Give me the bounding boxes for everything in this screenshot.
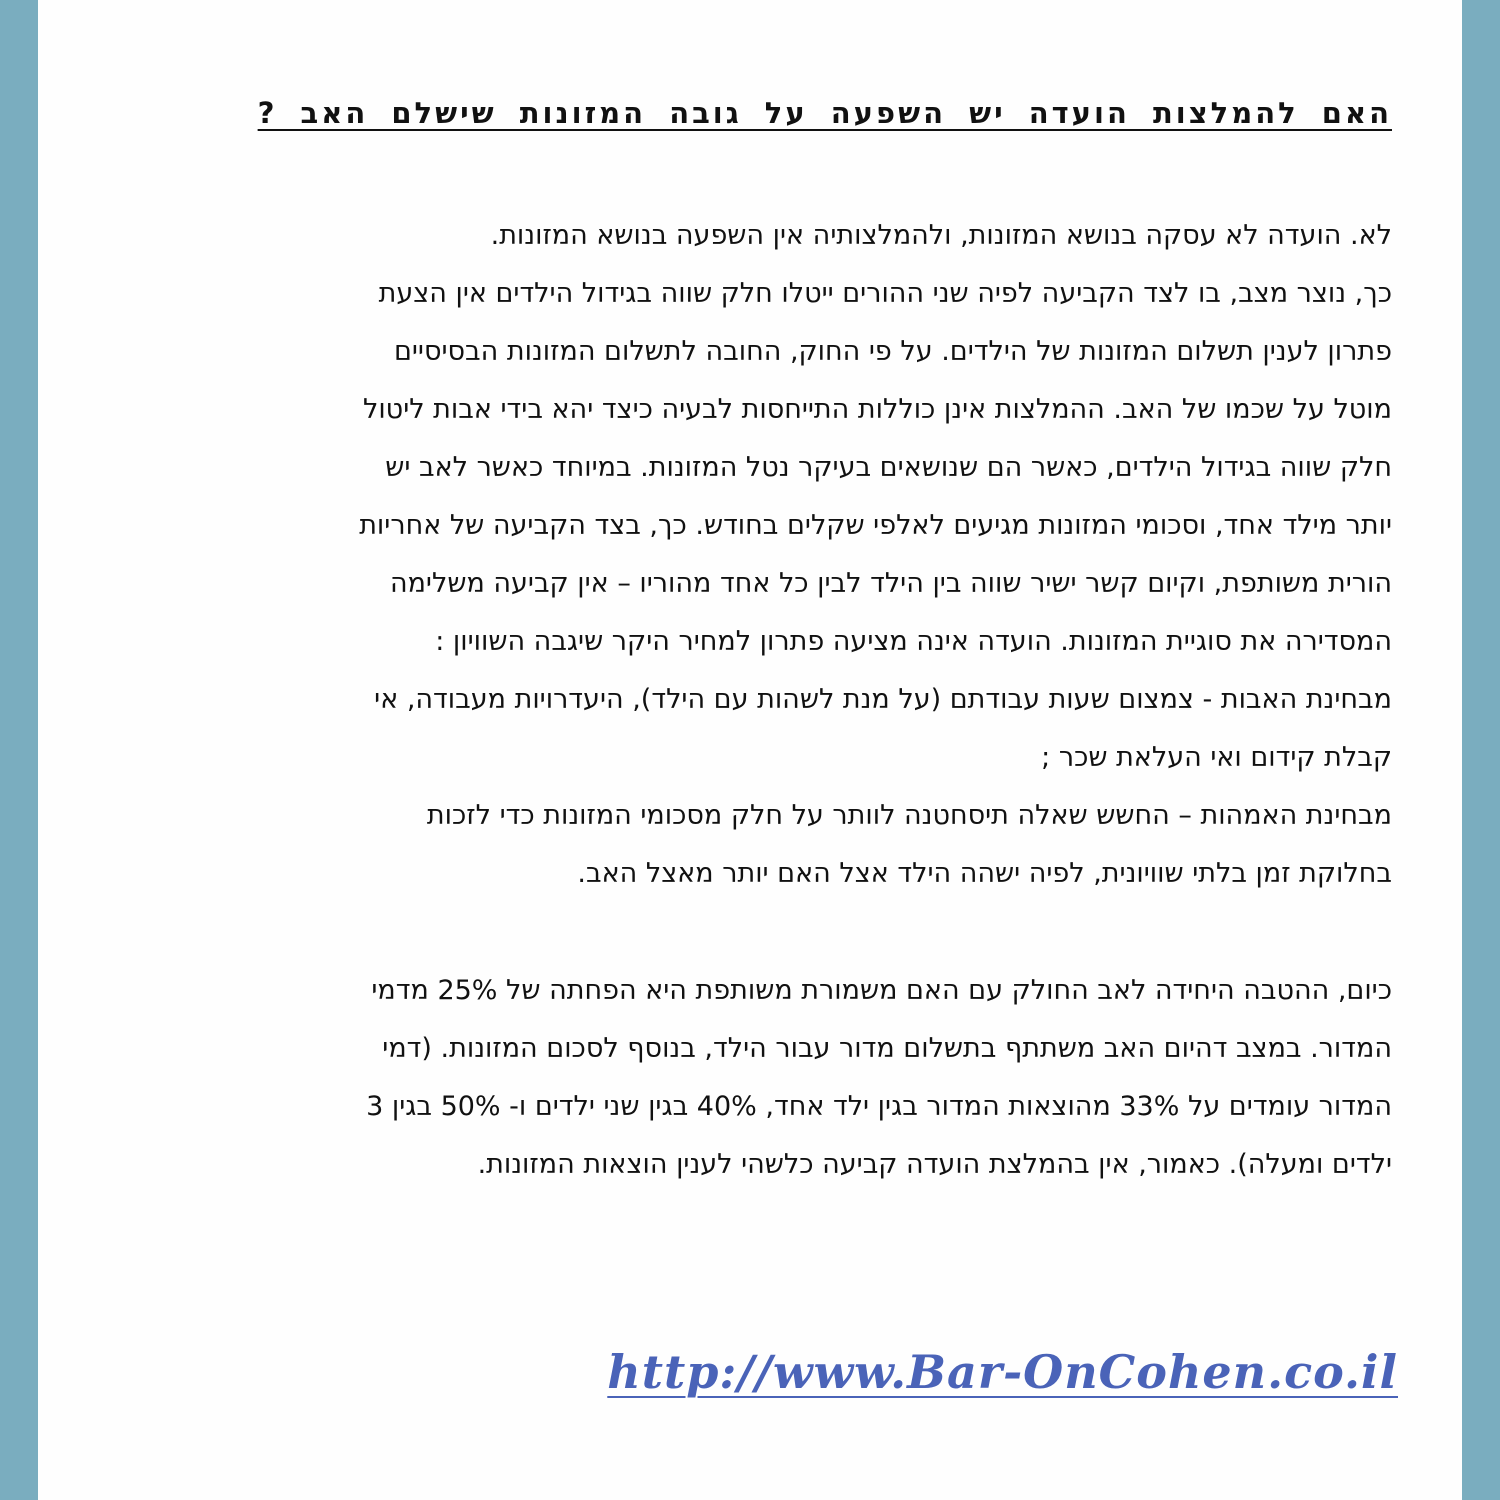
text-line: חלק שווה בגידול הילדים, כאשר הם שנושאים בעיקר נטל המזונות. במיוחד כאשר לאב יש (385, 452, 1392, 483)
document-page (38, 0, 1462, 1500)
text-line: כך, נוצר מצב, בו לצד הקביעה לפיה שני ההורים ייטלו חלק שווה בגידול הילדים אין הצעת (378, 278, 1392, 309)
text-line: מבחינת האבות - צמצום שעות עבודתם (על מנת לשהות עם הילד), היעדרויות מעבודה, אי (374, 684, 1392, 715)
text-line: המסדירה את סוגיית המזונות. הועדה אינה מציעה פתרון למחיר היקר שיגבה השוויון : (435, 626, 1392, 657)
document-heading: האם להמלצות הועדה יש השפעה על גובה המזונות שישלם האב ? (257, 96, 1392, 130)
paragraph-main (92, 207, 1392, 903)
text-line: קבלת קידום ואי העלאת שכר ; (1041, 742, 1392, 773)
text-line: הורית משותפת, וקיום קשר ישיר שווה בין הילד לבין כל אחד מהוריו – אין קביעה משלימה (389, 568, 1392, 599)
text-line: מבחינת האמהות – החשש שאלה תיסחטנה לוותר על חלק מסכומי המזונות כדי לזכות (426, 800, 1392, 831)
website-link[interactable]: http://www.Bar-OnCohen.co.il (607, 1345, 1398, 1399)
paragraph-current-benefit (92, 962, 1392, 1194)
text-line: יותר מילד אחד, וסכומי המזונות מגיעים לאלפי שקלים בחודש. כך, בצד הקביעה של אחריות (359, 510, 1392, 541)
text-line: המדור עומדים על 33% מהוצאות המדור בגין ילד אחד, 40% בגין שני ילדים ו- 50% בגין 3 (366, 1091, 1392, 1122)
text-line: המדור. במצב דהיום האב משתתף בתשלום מדור עבור הילד, בנוסף לסכום המזונות. (דמי (382, 1033, 1392, 1064)
text-line: ילדים ומעלה). כאמור, אין בהמלצת הועדה קביעה כלשהי לענין הוצאות המזונות. (477, 1149, 1392, 1180)
text-line: לא. הועדה לא עסקה בנושא המזונות, ולהמלצותיה אין השפעה בנושא המזונות. (490, 220, 1392, 251)
text-line: מוטל על שכמו של האב. ההמלצות אינן כוללות התייחסות לבעיה כיצד יהא בידי אבות ליטול (362, 394, 1392, 425)
text-line: פתרון לענין תשלום המזונות של הילדים. על פי החוק, החובה לתשלום המזונות הבסיסיים (393, 336, 1392, 367)
text-line: בחלוקת זמן בלתי שוויונית, לפיה ישהה הילד אצל האם יותר מאצל האב. (577, 858, 1392, 889)
text-line: כיום, ההטבה היחידה לאב החולק עם האם משמורת משותפת היא הפחתה של 25% מדמי (371, 975, 1392, 1006)
